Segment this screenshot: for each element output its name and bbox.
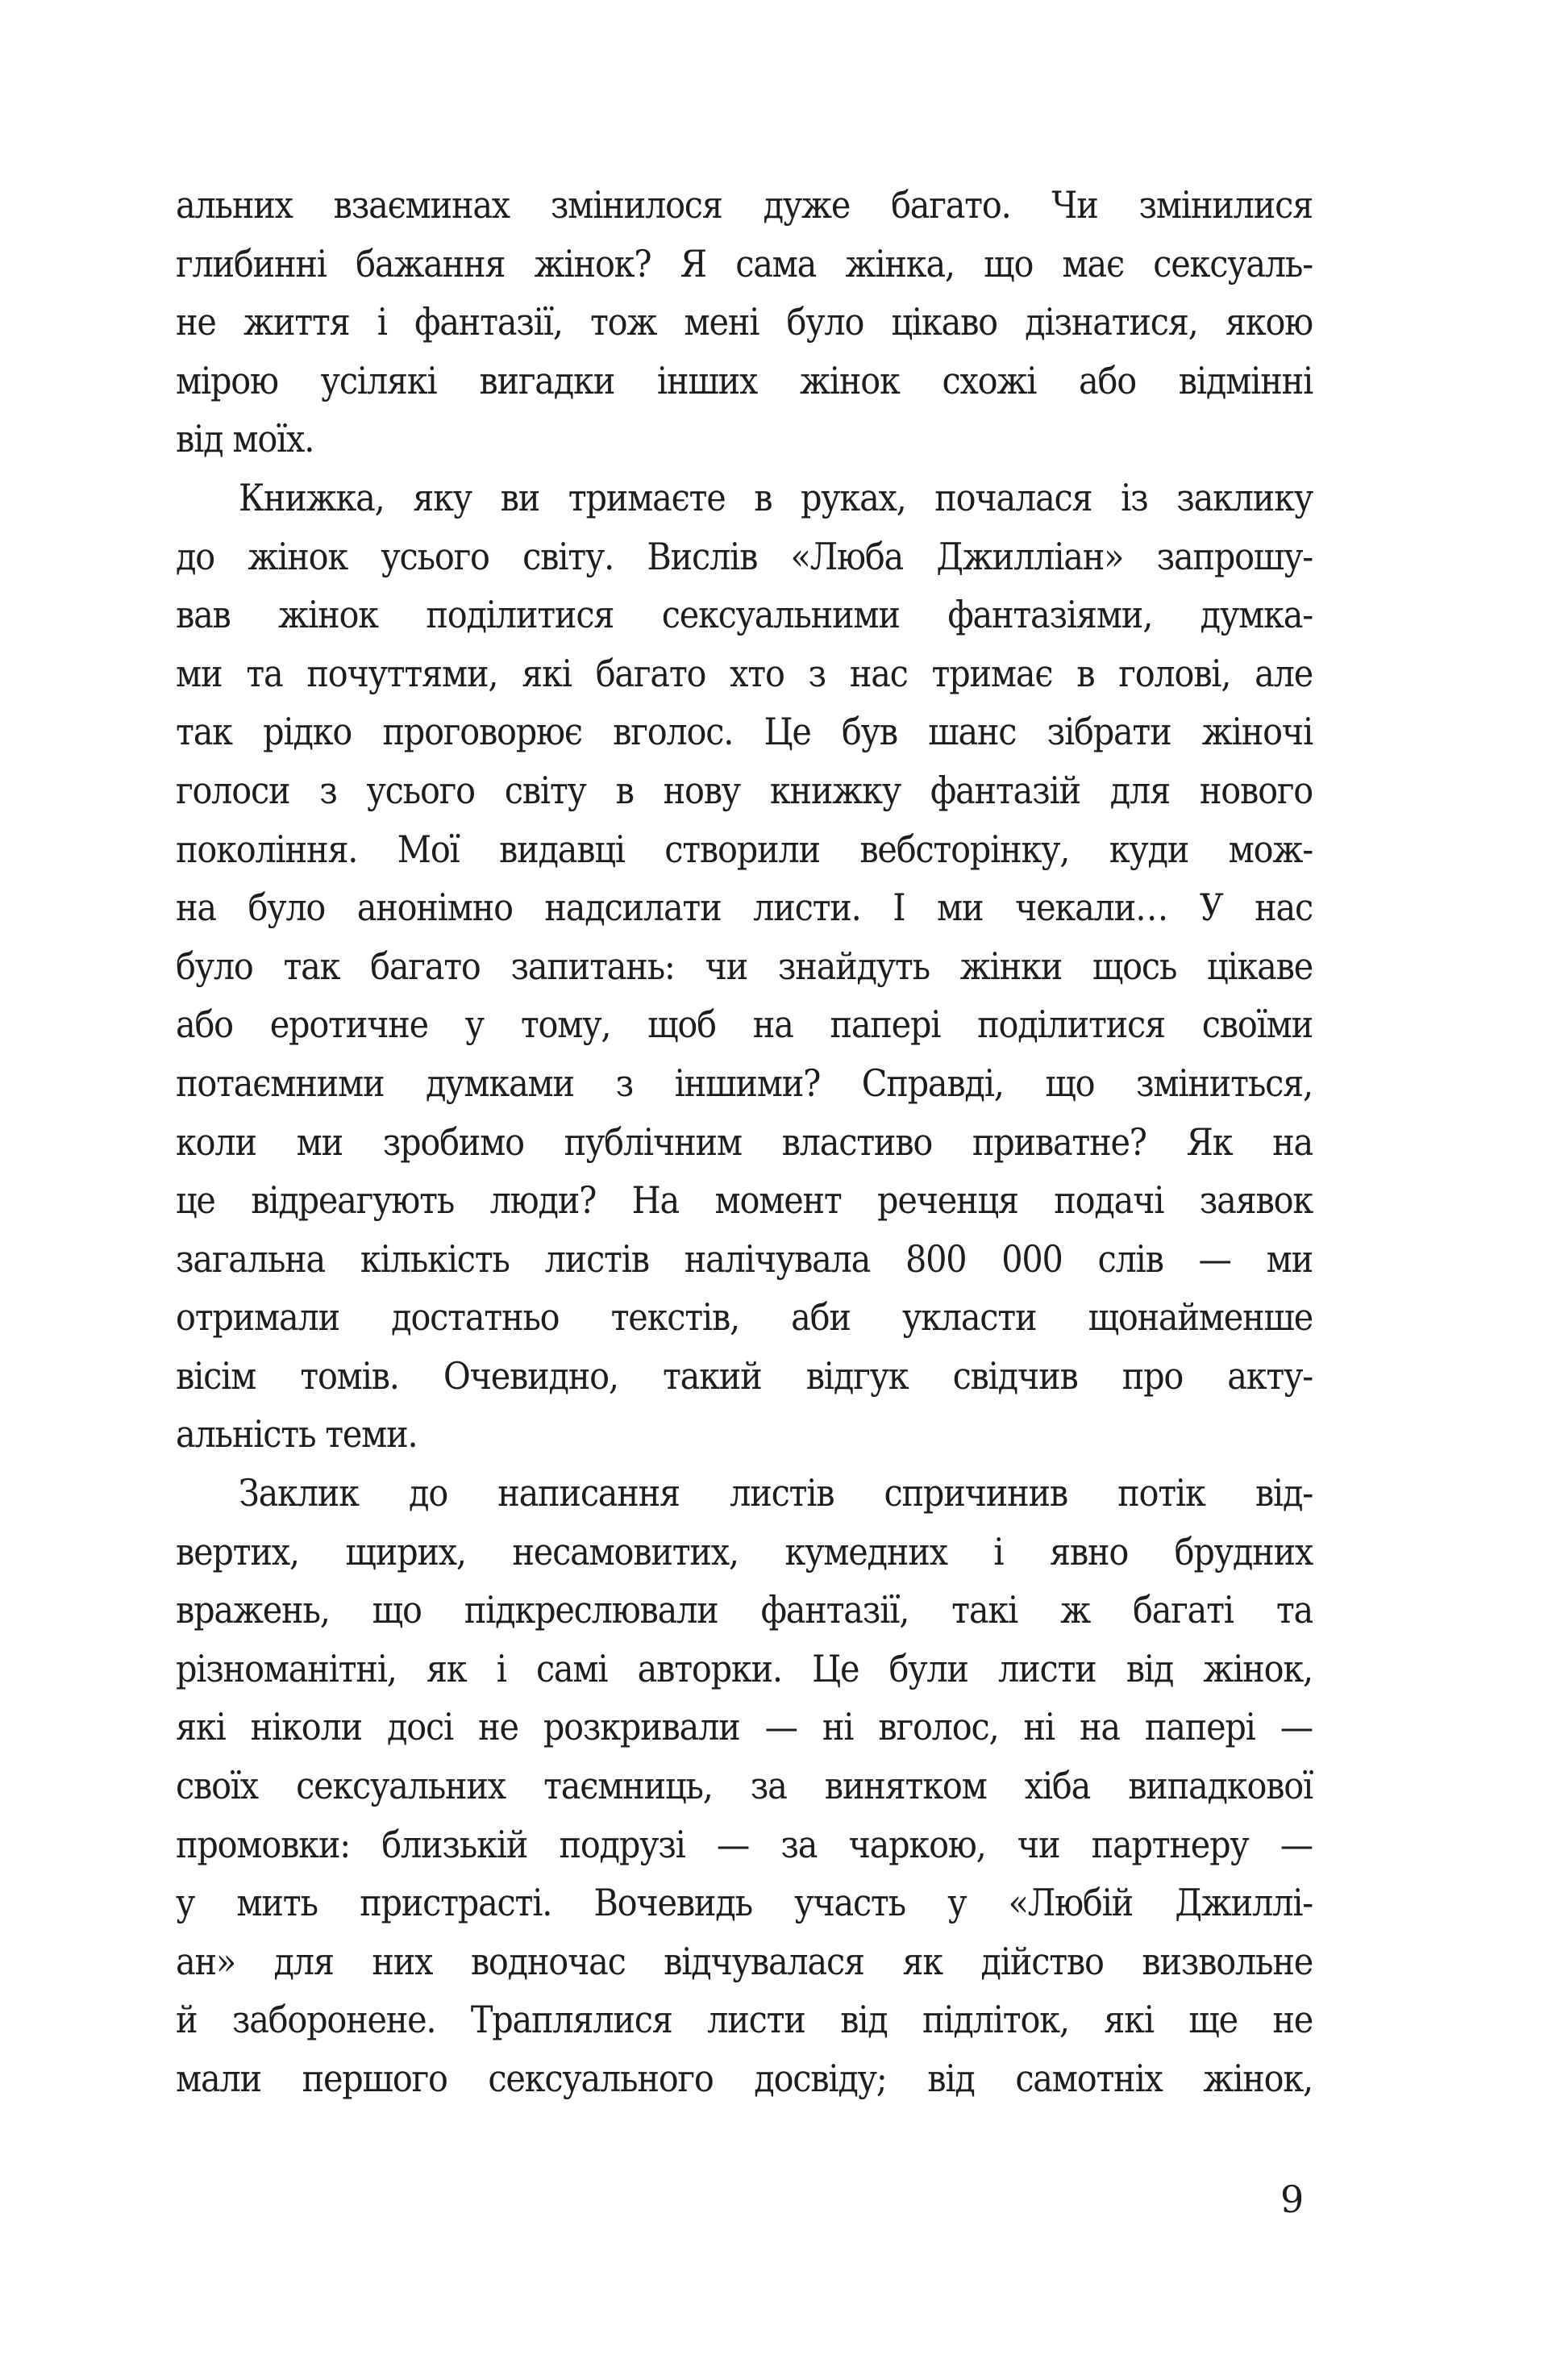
text-line: або еротичне у тому, щоб на папері поділитися своїми — [176, 1002, 1313, 1047]
text-line: до жінок усього світу. Вислів «Люба Джилліан» запрошу- — [176, 534, 1313, 578]
text-line: мали першого сексуального досвіду; від самотніх жінок, — [176, 2057, 1313, 2100]
paragraph-3 — [176, 1464, 1313, 2108]
text-line: своїх сексуальних таємниць, за винятком хіба випадкової — [176, 1764, 1313, 1808]
text-line: потаємними думками з іншими? Справді, що зміниться, — [176, 1061, 1313, 1105]
text-line: було так багато запитань: чи знайдуть жінки щось цікаве — [176, 944, 1313, 988]
text-line: вісім томів. Очевидно, такий відгук свідчив про акту- — [176, 1353, 1313, 1398]
text-line: які ніколи досі не розкривали — ні вголос, ні на папері — — [176, 1705, 1313, 1749]
text-line: так рідко проговорює вголос. Це був шанс зібрати жіночі — [176, 710, 1313, 754]
text-line: різноманітні, як і самі авторки. Це були листи від жінок, — [176, 1646, 1313, 1690]
text-line: Книжка, яку ви тримаєте в руках, почалася із заклику — [239, 475, 1313, 519]
text-line: вертих, щирих, несамовитих, кумедних і явно брудних — [176, 1529, 1313, 1573]
text-line: Заклик до написання листів спричинив потік від- — [239, 1471, 1313, 1515]
text-line: ми та почуттями, які багато хто з нас тримає в голові, але — [176, 651, 1313, 695]
text-line: вражень, що підкреслювали фантазії, такі ж багаті та — [176, 1588, 1313, 1632]
text-line: загальна кількість листів налічувала 800 000 слів — ми — [176, 1236, 1313, 1281]
paragraph-2 — [176, 469, 1313, 1464]
text-line: промовки: близькій подрузі — за чаркою, чи партнеру — — [176, 1822, 1313, 1866]
text-line: це відреагують люди? На момент реченця подачі заявок — [176, 1178, 1313, 1223]
text-line: коли ми зробимо публічним властиво приватне? Як на — [176, 1119, 1313, 1164]
text-line: у мить пристрасті. Вочевидь участь у «Любій Джиллі- — [176, 1881, 1313, 1925]
text-line: мірою усілякі вигадки інших жінок схожі або відмінні — [176, 358, 1313, 402]
page-number: 9 — [1280, 2178, 1305, 2221]
text-line: від моїх. — [176, 417, 314, 461]
body-text — [176, 176, 1313, 2108]
text-line: голоси з усього світу в нову книжку фантазій для нового — [176, 768, 1313, 812]
text-line: вав жінок поділитися сексуальними фантазіями, думка- — [176, 593, 1313, 637]
text-line: альних взаєминах змінилося дуже багато. Чи змінилися — [176, 183, 1313, 227]
text-line: покоління. Мої видавці створили вебсторінку, куди мож- — [176, 827, 1313, 871]
paragraph-1 — [176, 176, 1313, 469]
text-line: ан» для них водночас відчувалася як дійство визвольне — [176, 1939, 1313, 1983]
text-line: на було анонімно надсилати листи. І ми чекали… У нас — [176, 886, 1313, 930]
text-line: глибинні бажання жінок? Я сама жінка, що має сексуаль- — [176, 241, 1313, 286]
text-line: й заборонене. Траплялися листи від підліток, які ще не — [176, 1998, 1313, 2042]
text-line: отримали достатньо текстів, аби укласти щонайменше — [176, 1295, 1313, 1340]
text-line: не життя і фантазії, тож мені було цікаво дізнатися, якою — [176, 300, 1313, 344]
text-line: альність теми. — [176, 1412, 418, 1457]
